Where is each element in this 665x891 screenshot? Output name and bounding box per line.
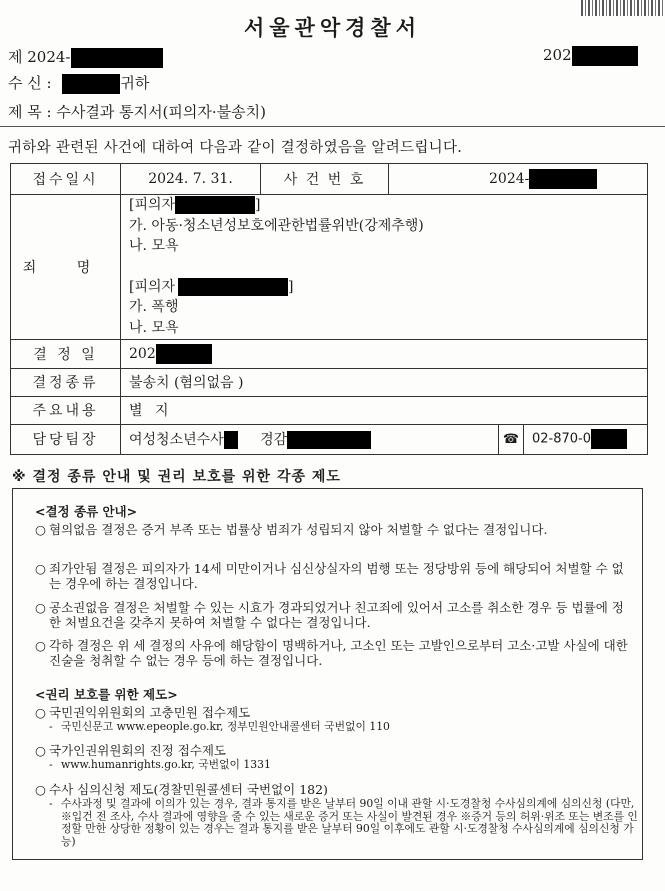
decision-types-header: <결정 종류 안내> xyxy=(35,504,138,519)
subject-text: 수사결과 통지서(피의자·불송치) xyxy=(56,103,266,121)
main-content: 별 지 xyxy=(121,396,648,424)
suspect-prefix: [피의자 xyxy=(129,278,176,295)
decision-type: 불송치 (혐의없음 ) xyxy=(121,368,648,396)
rights-item-detail: - www.humanrights.go.kr, 국번없이 1331 xyxy=(49,758,271,771)
rights-item: ○ 국가인권위원회의 진정 접수제도 xyxy=(35,743,226,758)
officer-info xyxy=(121,429,498,449)
phone-prefix: 02-870-0 xyxy=(532,431,592,447)
bullet-circle-icon: ○ xyxy=(35,561,46,576)
doc-number xyxy=(8,46,163,68)
redaction-block xyxy=(71,48,163,68)
decision-item: ○ 각하 결정은 위 세 결정의 사유에 해당함이 명백하거나, 고소인 또는 고발인으로부터 고소·고발 사실에 대한 진술을 청취할 수 없는 경우 등에 하는 결정입니다. xyxy=(35,638,628,668)
redaction-block xyxy=(156,344,212,364)
header-divider xyxy=(0,126,665,127)
suspect-1-charge-a: 가. 아동·청소년성보호에관한법률위반(강제추행) xyxy=(129,217,424,234)
rights-item: ○ 수사 심의신청 제도(경찰민원콜센터 국번없이 182) xyxy=(35,782,328,797)
suspect-suffix: ] xyxy=(255,197,261,213)
case-number xyxy=(389,164,648,195)
crime-cell xyxy=(121,195,648,340)
decision-type-label: 결정종류 xyxy=(11,368,121,396)
redaction-block xyxy=(62,74,120,94)
suspect-2-charge-b: 나. 모욕 xyxy=(129,319,179,336)
officer-label: 담당팀장 xyxy=(11,424,121,454)
doc-date xyxy=(543,46,638,66)
rights-item-detail: - 수사과정 및 결과에 이의가 있는 경우, 결과 통지를 받은 날부터 90일 이내 관할 시·도경찰청 수사심의계에 심의신청 (다만, ※입건 전 조사, 수사 결과에 영향을 줄 수 있는 새로운 증거 또는 사실이 발견된 경우 ※증거 등의 허위·위조 또는 변조를 인정할 만한 상당한 정황이 있는 경우는 결과 통지를 받은 날부터 90일 이후에도 관할 시·도경찰청 수사심의계에 심의신청 가능) xyxy=(49,797,638,848)
decision-date xyxy=(121,339,648,368)
telephone-icon: ☎ xyxy=(498,425,524,454)
doc-number-prefix: 제 2024- xyxy=(8,48,71,66)
redaction-block xyxy=(178,278,288,296)
intro-text: 귀하와 관련된 사건에 대하여 다음과 같이 결정하였음을 알려드립니다. xyxy=(8,140,463,156)
recipient-suffix: 귀하 xyxy=(120,74,150,92)
decision-item: ○ 혐의없음 결정은 증거 부족 또는 법률상 범죄가 성립되지 않아 처벌할 수 없다는 결정입니다. xyxy=(35,522,548,537)
suspect-1-charge-b: 나. 모욕 xyxy=(129,238,179,255)
bullet-circle-icon: ○ xyxy=(35,705,46,720)
redaction-block xyxy=(175,196,255,214)
suspect-2-header xyxy=(129,277,639,298)
receipt-date-label: 접수일시 xyxy=(11,164,121,195)
main-content-label: 주요내용 xyxy=(11,396,121,424)
redaction-block xyxy=(224,431,238,449)
redaction-block xyxy=(287,431,371,449)
suspect-1-header xyxy=(129,195,639,216)
rights-item: ○ 국민권익위원회의 고충민원 접수제도 xyxy=(35,705,251,720)
crime-label-text: 죄 명 xyxy=(22,259,109,276)
decision-item: ○ 죄가안됨 결정은 피의자가 14세 미만이거나 심신상실자의 범행 또는 정당방위 등에 해당되어 처벌할 수 없는 경우에 하는 결정입니다. xyxy=(35,561,624,591)
suspect-2-charge-a: 가. 폭행 xyxy=(129,299,179,316)
subject-label: 제 목 : xyxy=(8,103,52,121)
redaction-block xyxy=(591,429,627,449)
subject-line xyxy=(8,101,266,122)
bullet-circle-icon: ○ xyxy=(35,743,46,758)
rights-item-detail: - 국민신문고 www.epeople.go.kr, 정부민원안내콜센터 국번없이 110 xyxy=(49,720,390,733)
crime-label xyxy=(11,195,121,340)
bullet-circle-icon: ○ xyxy=(35,638,46,653)
officer-team: 여성청소년수사 xyxy=(129,432,224,449)
guide-section-title: ※ 결정 종류 안내 및 권리 보호를 위한 각종 제도 xyxy=(12,469,341,485)
bullet-circle-icon: ○ xyxy=(35,782,46,797)
case-number-prefix: 2024- xyxy=(489,171,530,187)
bullet-circle-icon: ○ xyxy=(35,522,46,537)
recipient-line xyxy=(8,72,149,94)
doc-date-prefix: 202 xyxy=(543,46,572,64)
case-info-table xyxy=(10,163,648,455)
redaction-block xyxy=(572,46,638,66)
receipt-date: 2024. 7. 31. xyxy=(121,164,261,195)
officer-cell xyxy=(121,424,648,454)
decision-item: ○ 공소권없음 결정은 처벌할 수 있는 시효가 경과되었거나 친고죄에 있어서 고소를 취소한 경우 등 법률에 정한 처벌요건을 갖추지 못하여 처벌할 수 없다는 결정입니다. xyxy=(35,600,624,630)
recipient-label: 수 신 : xyxy=(8,74,52,92)
decision-date-label: 결 정 일 xyxy=(11,339,121,368)
suspect-prefix: [피의자 xyxy=(129,197,176,213)
suspect-suffix: ] xyxy=(288,278,294,295)
bullet-circle-icon: ○ xyxy=(35,600,46,615)
officer-rank: 경감 xyxy=(260,432,288,449)
org-title: 서울관악경찰서 xyxy=(243,15,421,40)
redaction-block xyxy=(529,169,597,189)
officer-phone xyxy=(524,429,627,449)
case-number-label: 사 건 번 호 xyxy=(261,164,389,195)
decision-date-prefix: 202 xyxy=(129,345,156,362)
rights-header: <권리 보호를 위한 제도> xyxy=(35,687,178,702)
guide-box xyxy=(12,488,643,860)
